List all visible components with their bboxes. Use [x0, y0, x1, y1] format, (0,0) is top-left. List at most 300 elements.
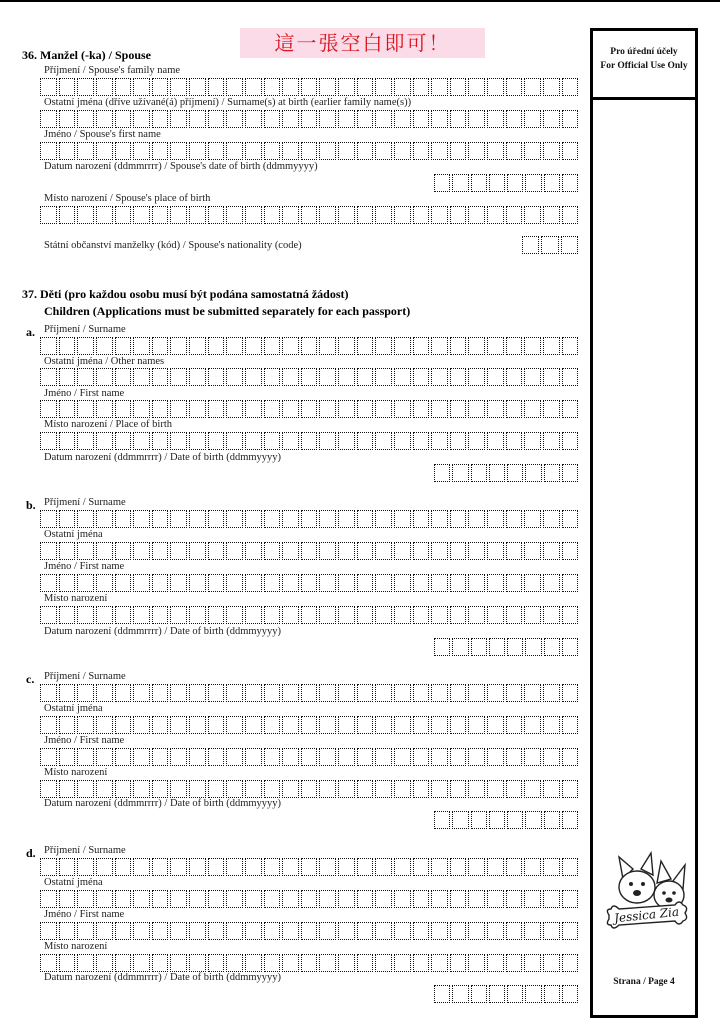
character-box[interactable]	[170, 780, 187, 798]
character-box[interactable]	[338, 748, 355, 766]
character-box[interactable]	[468, 510, 485, 528]
character-box[interactable]	[226, 206, 243, 224]
character-box[interactable]	[208, 716, 225, 734]
character-box[interactable]	[468, 890, 485, 908]
character-box[interactable]	[152, 684, 169, 702]
character-box[interactable]	[133, 78, 150, 96]
character-box[interactable]	[543, 858, 560, 876]
character-box[interactable]	[524, 78, 541, 96]
character-box[interactable]	[357, 858, 374, 876]
character-box[interactable]	[40, 368, 57, 386]
character-box[interactable]	[413, 368, 430, 386]
character-box[interactable]	[375, 684, 392, 702]
character-box[interactable]	[413, 922, 430, 940]
character-box[interactable]	[170, 78, 187, 96]
character-box[interactable]	[152, 858, 169, 876]
character-box[interactable]	[152, 574, 169, 592]
character-box[interactable]	[394, 780, 411, 798]
character-box[interactable]	[562, 606, 579, 624]
character-box[interactable]	[562, 542, 579, 560]
character-box[interactable]	[115, 574, 132, 592]
character-box[interactable]	[375, 206, 392, 224]
character-box[interactable]	[264, 432, 281, 450]
character-box[interactable]	[487, 780, 504, 798]
character-box[interactable]	[189, 206, 206, 224]
child-d-dob-boxes[interactable]	[434, 985, 578, 1003]
character-box[interactable]	[524, 368, 541, 386]
character-box[interactable]	[450, 206, 467, 224]
character-box[interactable]	[96, 890, 113, 908]
character-box[interactable]	[357, 684, 374, 702]
character-box[interactable]	[450, 858, 467, 876]
character-box[interactable]	[562, 890, 579, 908]
character-box[interactable]	[245, 78, 262, 96]
character-box[interactable]	[357, 110, 374, 128]
character-box[interactable]	[506, 574, 523, 592]
character-box[interactable]	[133, 368, 150, 386]
character-box[interactable]	[375, 716, 392, 734]
character-box[interactable]	[525, 464, 541, 482]
character-box[interactable]	[40, 954, 57, 972]
character-box[interactable]	[115, 142, 132, 160]
character-box[interactable]	[543, 142, 560, 160]
character-box[interactable]	[264, 400, 281, 418]
character-box[interactable]	[338, 206, 355, 224]
character-box[interactable]	[450, 748, 467, 766]
character-box[interactable]	[394, 368, 411, 386]
character-box[interactable]	[40, 858, 57, 876]
character-box[interactable]	[59, 78, 76, 96]
character-box[interactable]	[282, 432, 299, 450]
character-box[interactable]	[301, 542, 318, 560]
character-box[interactable]	[59, 142, 76, 160]
character-box[interactable]	[543, 748, 560, 766]
character-box[interactable]	[96, 542, 113, 560]
character-box[interactable]	[226, 890, 243, 908]
character-box[interactable]	[338, 574, 355, 592]
character-box[interactable]	[434, 985, 450, 1003]
character-box[interactable]	[450, 337, 467, 355]
character-box[interactable]	[450, 922, 467, 940]
character-box[interactable]	[487, 206, 504, 224]
character-box[interactable]	[189, 858, 206, 876]
character-box[interactable]	[40, 542, 57, 560]
character-box[interactable]	[375, 337, 392, 355]
character-box[interactable]	[208, 748, 225, 766]
child-d-first-name-boxes[interactable]	[40, 922, 578, 940]
character-box[interactable]	[338, 858, 355, 876]
character-box[interactable]	[434, 174, 450, 192]
character-box[interactable]	[208, 400, 225, 418]
character-box[interactable]	[96, 110, 113, 128]
character-box[interactable]	[77, 510, 94, 528]
character-box[interactable]	[431, 574, 448, 592]
character-box[interactable]	[264, 542, 281, 560]
character-box[interactable]	[544, 985, 560, 1003]
character-box[interactable]	[40, 716, 57, 734]
character-box[interactable]	[170, 922, 187, 940]
character-box[interactable]	[40, 337, 57, 355]
character-box[interactable]	[40, 110, 57, 128]
character-box[interactable]	[301, 716, 318, 734]
character-box[interactable]	[59, 574, 76, 592]
character-box[interactable]	[487, 78, 504, 96]
character-box[interactable]	[170, 400, 187, 418]
character-box[interactable]	[450, 890, 467, 908]
character-box[interactable]	[245, 858, 262, 876]
character-box[interactable]	[189, 400, 206, 418]
character-box[interactable]	[226, 368, 243, 386]
character-box[interactable]	[506, 858, 523, 876]
character-box[interactable]	[152, 954, 169, 972]
character-box[interactable]	[375, 748, 392, 766]
character-box[interactable]	[77, 716, 94, 734]
character-box[interactable]	[413, 110, 430, 128]
character-box[interactable]	[245, 206, 262, 224]
character-box[interactable]	[562, 985, 578, 1003]
character-box[interactable]	[524, 142, 541, 160]
character-box[interactable]	[77, 780, 94, 798]
character-box[interactable]	[357, 890, 374, 908]
character-box[interactable]	[562, 368, 579, 386]
character-box[interactable]	[152, 748, 169, 766]
character-box[interactable]	[226, 400, 243, 418]
character-box[interactable]	[543, 368, 560, 386]
character-box[interactable]	[394, 890, 411, 908]
character-box[interactable]	[208, 574, 225, 592]
character-box[interactable]	[431, 780, 448, 798]
character-box[interactable]	[96, 368, 113, 386]
character-box[interactable]	[468, 574, 485, 592]
character-box[interactable]	[375, 954, 392, 972]
character-box[interactable]	[170, 890, 187, 908]
character-box[interactable]	[133, 206, 150, 224]
character-box[interactable]	[338, 110, 355, 128]
character-box[interactable]	[170, 337, 187, 355]
character-box[interactable]	[562, 922, 579, 940]
character-box[interactable]	[40, 432, 57, 450]
character-box[interactable]	[413, 337, 430, 355]
character-box[interactable]	[468, 206, 485, 224]
character-box[interactable]	[282, 858, 299, 876]
character-box[interactable]	[319, 110, 336, 128]
character-box[interactable]	[189, 574, 206, 592]
character-box[interactable]	[338, 684, 355, 702]
character-box[interactable]	[170, 142, 187, 160]
character-box[interactable]	[152, 142, 169, 160]
character-box[interactable]	[468, 606, 485, 624]
character-box[interactable]	[245, 890, 262, 908]
character-box[interactable]	[525, 811, 541, 829]
character-box[interactable]	[170, 432, 187, 450]
character-box[interactable]	[152, 206, 169, 224]
character-box[interactable]	[394, 78, 411, 96]
character-box[interactable]	[431, 400, 448, 418]
character-box[interactable]	[506, 510, 523, 528]
character-box[interactable]	[506, 890, 523, 908]
character-box[interactable]	[40, 922, 57, 940]
character-box[interactable]	[413, 400, 430, 418]
character-box[interactable]	[77, 890, 94, 908]
character-box[interactable]	[189, 78, 206, 96]
character-box[interactable]	[524, 606, 541, 624]
character-box[interactable]	[471, 174, 487, 192]
character-box[interactable]	[226, 142, 243, 160]
character-box[interactable]	[319, 780, 336, 798]
character-box[interactable]	[301, 780, 318, 798]
character-box[interactable]	[264, 858, 281, 876]
character-box[interactable]	[208, 606, 225, 624]
character-box[interactable]	[264, 922, 281, 940]
character-box[interactable]	[115, 748, 132, 766]
character-box[interactable]	[301, 748, 318, 766]
character-box[interactable]	[40, 684, 57, 702]
character-box[interactable]	[226, 510, 243, 528]
character-box[interactable]	[282, 110, 299, 128]
character-box[interactable]	[471, 811, 487, 829]
character-box[interactable]	[394, 606, 411, 624]
character-box[interactable]	[487, 510, 504, 528]
character-box[interactable]	[96, 684, 113, 702]
character-box[interactable]	[301, 684, 318, 702]
character-box[interactable]	[226, 574, 243, 592]
character-box[interactable]	[208, 510, 225, 528]
character-box[interactable]	[170, 748, 187, 766]
character-box[interactable]	[301, 400, 318, 418]
character-box[interactable]	[170, 368, 187, 386]
character-box[interactable]	[506, 606, 523, 624]
character-box[interactable]	[489, 811, 505, 829]
character-box[interactable]	[506, 716, 523, 734]
character-box[interactable]	[264, 337, 281, 355]
character-box[interactable]	[264, 368, 281, 386]
character-box[interactable]	[487, 337, 504, 355]
character-box[interactable]	[338, 510, 355, 528]
character-box[interactable]	[431, 510, 448, 528]
character-box[interactable]	[226, 606, 243, 624]
character-box[interactable]	[507, 985, 523, 1003]
character-box[interactable]	[264, 206, 281, 224]
character-box[interactable]	[524, 510, 541, 528]
character-box[interactable]	[543, 606, 560, 624]
character-box[interactable]	[544, 638, 560, 656]
character-box[interactable]	[133, 337, 150, 355]
character-box[interactable]	[282, 780, 299, 798]
character-box[interactable]	[152, 542, 169, 560]
character-box[interactable]	[357, 337, 374, 355]
character-box[interactable]	[506, 142, 523, 160]
character-box[interactable]	[468, 716, 485, 734]
character-box[interactable]	[301, 510, 318, 528]
character-box[interactable]	[282, 337, 299, 355]
character-box[interactable]	[226, 780, 243, 798]
character-box[interactable]	[338, 780, 355, 798]
character-box[interactable]	[115, 432, 132, 450]
character-box[interactable]	[357, 510, 374, 528]
character-box[interactable]	[115, 780, 132, 798]
character-box[interactable]	[506, 684, 523, 702]
character-box[interactable]	[431, 142, 448, 160]
character-box[interactable]	[319, 574, 336, 592]
character-box[interactable]	[115, 890, 132, 908]
character-box[interactable]	[245, 368, 262, 386]
character-box[interactable]	[189, 748, 206, 766]
character-box[interactable]	[450, 606, 467, 624]
character-box[interactable]	[544, 811, 560, 829]
character-box[interactable]	[524, 748, 541, 766]
character-box[interactable]	[170, 510, 187, 528]
character-box[interactable]	[468, 922, 485, 940]
character-box[interactable]	[264, 716, 281, 734]
character-box[interactable]	[59, 954, 76, 972]
character-box[interactable]	[59, 716, 76, 734]
character-box[interactable]	[543, 716, 560, 734]
spouse-first-name-boxes[interactable]	[40, 142, 578, 160]
character-box[interactable]	[338, 542, 355, 560]
character-box[interactable]	[375, 780, 392, 798]
character-box[interactable]	[282, 368, 299, 386]
character-box[interactable]	[543, 78, 560, 96]
character-box[interactable]	[506, 337, 523, 355]
character-box[interactable]	[189, 542, 206, 560]
character-box[interactable]	[189, 510, 206, 528]
child-a-surname-boxes[interactable]	[40, 337, 578, 355]
character-box[interactable]	[487, 684, 504, 702]
character-box[interactable]	[450, 542, 467, 560]
character-box[interactable]	[208, 142, 225, 160]
character-box[interactable]	[301, 110, 318, 128]
character-box[interactable]	[282, 206, 299, 224]
character-box[interactable]	[487, 368, 504, 386]
character-box[interactable]	[319, 922, 336, 940]
character-box[interactable]	[264, 142, 281, 160]
character-box[interactable]	[431, 858, 448, 876]
character-box[interactable]	[245, 780, 262, 798]
character-box[interactable]	[96, 858, 113, 876]
character-box[interactable]	[338, 337, 355, 355]
character-box[interactable]	[133, 716, 150, 734]
character-box[interactable]	[357, 716, 374, 734]
character-box[interactable]	[115, 110, 132, 128]
character-box[interactable]	[524, 780, 541, 798]
character-box[interactable]	[208, 922, 225, 940]
character-box[interactable]	[375, 542, 392, 560]
character-box[interactable]	[133, 684, 150, 702]
character-box[interactable]	[301, 890, 318, 908]
character-box[interactable]	[152, 780, 169, 798]
character-box[interactable]	[59, 368, 76, 386]
character-box[interactable]	[431, 542, 448, 560]
character-box[interactable]	[375, 400, 392, 418]
spouse-pob-boxes[interactable]	[40, 206, 578, 224]
character-box[interactable]	[96, 780, 113, 798]
character-box[interactable]	[133, 110, 150, 128]
character-box[interactable]	[301, 432, 318, 450]
character-box[interactable]	[208, 780, 225, 798]
character-box[interactable]	[245, 574, 262, 592]
character-box[interactable]	[468, 142, 485, 160]
character-box[interactable]	[282, 510, 299, 528]
character-box[interactable]	[375, 922, 392, 940]
character-box[interactable]	[543, 574, 560, 592]
character-box[interactable]	[394, 142, 411, 160]
character-box[interactable]	[59, 780, 76, 798]
character-box[interactable]	[524, 890, 541, 908]
character-box[interactable]	[77, 954, 94, 972]
character-box[interactable]	[96, 954, 113, 972]
character-box[interactable]	[434, 464, 450, 482]
child-c-surname-boxes[interactable]	[40, 684, 578, 702]
character-box[interactable]	[96, 78, 113, 96]
character-box[interactable]	[133, 922, 150, 940]
character-box[interactable]	[487, 748, 504, 766]
character-box[interactable]	[77, 684, 94, 702]
character-box[interactable]	[394, 684, 411, 702]
character-box[interactable]	[301, 142, 318, 160]
character-box[interactable]	[506, 542, 523, 560]
character-box[interactable]	[226, 954, 243, 972]
character-box[interactable]	[77, 110, 94, 128]
character-box[interactable]	[338, 142, 355, 160]
character-box[interactable]	[208, 78, 225, 96]
character-box[interactable]	[487, 542, 504, 560]
character-box[interactable]	[562, 638, 578, 656]
character-box[interactable]	[226, 922, 243, 940]
character-box[interactable]	[152, 716, 169, 734]
character-box[interactable]	[77, 400, 94, 418]
spouse-nationality-boxes[interactable]	[522, 236, 578, 254]
character-box[interactable]	[77, 606, 94, 624]
character-box[interactable]	[450, 780, 467, 798]
character-box[interactable]	[115, 922, 132, 940]
character-box[interactable]	[394, 858, 411, 876]
character-box[interactable]	[562, 142, 579, 160]
character-box[interactable]	[189, 954, 206, 972]
character-box[interactable]	[115, 542, 132, 560]
character-box[interactable]	[170, 574, 187, 592]
character-box[interactable]	[375, 606, 392, 624]
character-box[interactable]	[59, 206, 76, 224]
character-box[interactable]	[431, 890, 448, 908]
character-box[interactable]	[357, 574, 374, 592]
character-box[interactable]	[338, 954, 355, 972]
character-box[interactable]	[452, 638, 468, 656]
character-box[interactable]	[133, 858, 150, 876]
character-box[interactable]	[357, 922, 374, 940]
character-box[interactable]	[394, 510, 411, 528]
character-box[interactable]	[40, 574, 57, 592]
character-box[interactable]	[96, 142, 113, 160]
character-box[interactable]	[40, 510, 57, 528]
character-box[interactable]	[357, 542, 374, 560]
character-box[interactable]	[282, 716, 299, 734]
character-box[interactable]	[133, 954, 150, 972]
character-box[interactable]	[487, 922, 504, 940]
character-box[interactable]	[319, 206, 336, 224]
character-box[interactable]	[431, 684, 448, 702]
character-box[interactable]	[319, 142, 336, 160]
character-box[interactable]	[524, 954, 541, 972]
character-box[interactable]	[59, 858, 76, 876]
character-box[interactable]	[413, 542, 430, 560]
character-box[interactable]	[562, 337, 579, 355]
character-box[interactable]	[264, 890, 281, 908]
character-box[interactable]	[338, 78, 355, 96]
character-box[interactable]	[562, 684, 579, 702]
character-box[interactable]	[562, 400, 579, 418]
character-box[interactable]	[394, 748, 411, 766]
character-box[interactable]	[543, 337, 560, 355]
